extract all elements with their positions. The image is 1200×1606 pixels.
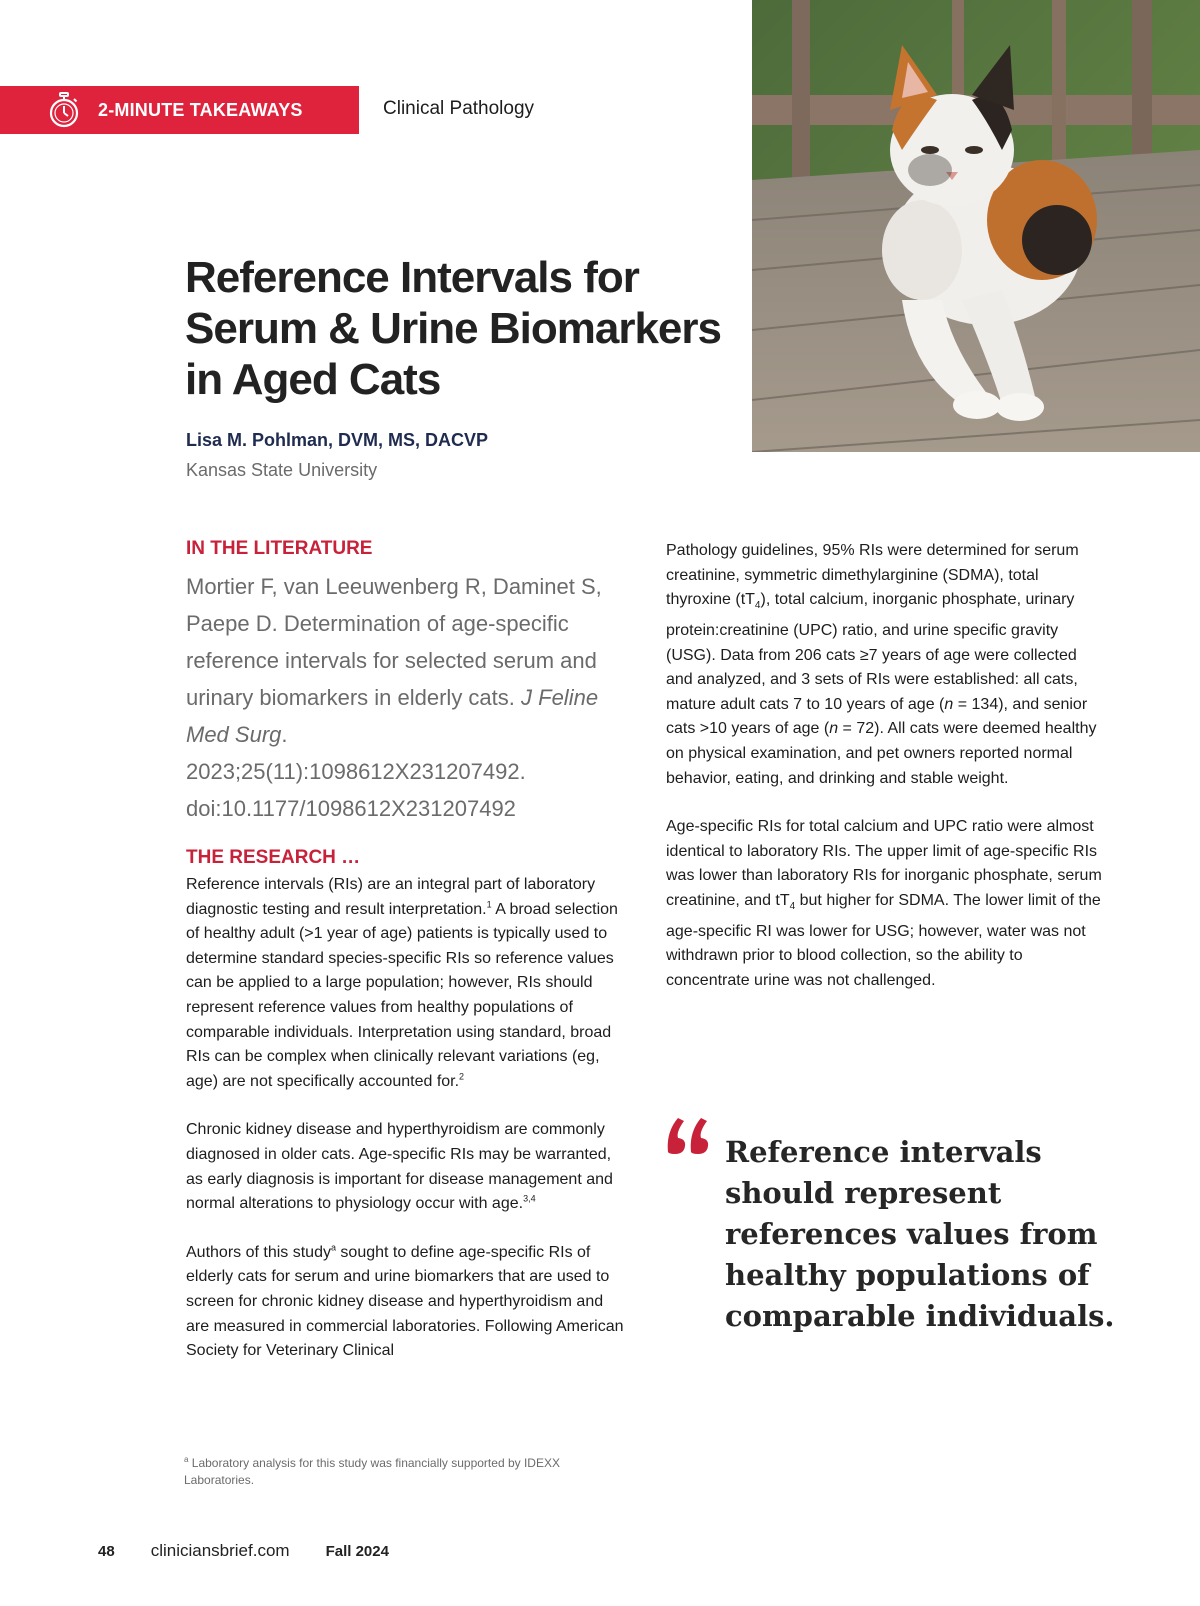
page-number: 48 <box>98 1543 115 1560</box>
p4-text: Pathology guidelines, 95% RIs were determined for serum creatinine, symmetric dimethylarginine (SDMA), total thyroxine (tT <box>666 542 1079 609</box>
takeaways-banner <box>0 86 359 134</box>
article-title: Reference Intervals for Serum & Urine Biomarkers in Aged Cats <box>185 253 721 404</box>
p4-text-c: = 134), and senior cats >10 years of age ( <box>666 695 1088 738</box>
pull-quote: Reference intervals should represent references values from healthy populations of comparable individuals. <box>725 1135 1115 1333</box>
research-paragraph-3 <box>186 1241 626 1364</box>
research-paragraph-5 <box>666 815 1106 993</box>
research-paragraph-4 <box>666 539 1106 791</box>
p2-text: Chronic kidney disease and hyperthyroidism are commonly diagnosed in older cats. Age-specific RIs may be warranted, as early diagnosis is important for disease management and normal alterations to physiology occur with age. <box>186 1121 613 1213</box>
banner-label: 2-MINUTE TAKEAWAYS <box>98 99 303 120</box>
citation-text: Mortier F, van Leeuwenberg R, Daminet S, Paepe D. Determination of age-specific reference intervals for selected serum and urinary biomarkers in elderly cats. <box>186 574 602 710</box>
issue-label: Fall 2024 <box>325 1543 389 1560</box>
left-column <box>186 538 626 1364</box>
ref-a: a <box>330 1242 336 1253</box>
site-link[interactable]: cliniciansbrief.com <box>150 1541 290 1560</box>
ref-2: 2 <box>459 1071 465 1082</box>
p3-text: Authors of this study <box>186 1243 331 1261</box>
ref-1: 1 <box>486 899 492 910</box>
footnote-marker: a <box>184 1455 189 1464</box>
quote-mark-icon <box>664 1112 712 1156</box>
cat-photo <box>752 0 1200 452</box>
footnote <box>184 1451 624 1489</box>
research-paragraph-1 <box>186 873 626 1094</box>
literature-heading: IN THE LITERATURE <box>186 538 373 559</box>
ref-3-4: 3,4 <box>523 1193 536 1204</box>
author-affiliation: Kansas State University <box>186 460 378 480</box>
stopwatch-icon <box>48 92 80 128</box>
p4-text-b: ), total calcium, inorganic phosphate, urinary protein:creatinine (UPC) ratio, and urine specific gravity (USG). Data from 206 cats ≥7 years of age were collected and analyzed, and 3 sets of RIs were established: all cats, mature adult cats 7 to 10 years of age ( <box>666 591 1078 713</box>
author-name: Lisa M. Pohlman, DVM, MS, DACVP <box>186 430 489 450</box>
p4-subscript: 4 <box>754 600 761 612</box>
p4-text-d: = 72). All cats were deemed healthy on physical examination, and pet owners reported normal behavior, eating, and drinking and stable weight. <box>666 720 1097 787</box>
citation-journal: J Feline Med Surg <box>186 685 599 747</box>
p1-text: Reference intervals (RIs) are an integral part of laboratory diagnostic testing and result interpretation. <box>186 876 596 918</box>
p5-text: Age-specific RIs for total calcium and UPC ratio were almost identical to laboratory RIs. The upper limit of age-specific RIs was lower than laboratory RIs for inorganic phosphate, serum creatinine, and tT <box>666 818 1102 909</box>
p4-n2: n <box>829 720 839 738</box>
research-heading: THE RESEARCH … <box>186 847 361 868</box>
p5-subscript: 4 <box>789 901 796 913</box>
p1-text-cont: A broad selection of healthy adult (>1 year of age) patients is typically used to determine standard species-specific RIs so reference values can be applied to a large population; however, RIs should represent reference values from healthy populations of comparable individuals. Interpretation using standard, broad RIs can be complex when clinically relevant variations (eg, age) are not specifically accounted for. <box>186 900 618 1090</box>
section-label: Clinical Pathology <box>383 98 535 119</box>
p4-n: n <box>944 695 954 713</box>
footnote-text: Laboratory analysis for this study was financially supported by IDEXX Laboratories. <box>184 1456 560 1487</box>
p3-text-cont: sought to define age-specific RIs of elderly cats for serum and urine biomarkers that are used to screen for chronic kidney disease and hyperthyroidism and are measured in commercial laboratories. Following American Society for Veterinary Clinical <box>186 1243 624 1360</box>
citation-details: . 2023;25(11):1098612X231207492. doi:10.1177/1098612X231207492 <box>186 722 526 821</box>
right-column <box>666 539 1106 993</box>
p5-text-b: but higher for SDMA. The lower limit of the age-specific RI was lower for USG; however, water was not withdrawn prior to blood collection, so the ability to concentrate urine was not challenged. <box>666 891 1101 989</box>
literature-citation <box>186 568 626 827</box>
research-paragraph-2 <box>186 1118 626 1216</box>
page-footer <box>98 1541 389 1561</box>
